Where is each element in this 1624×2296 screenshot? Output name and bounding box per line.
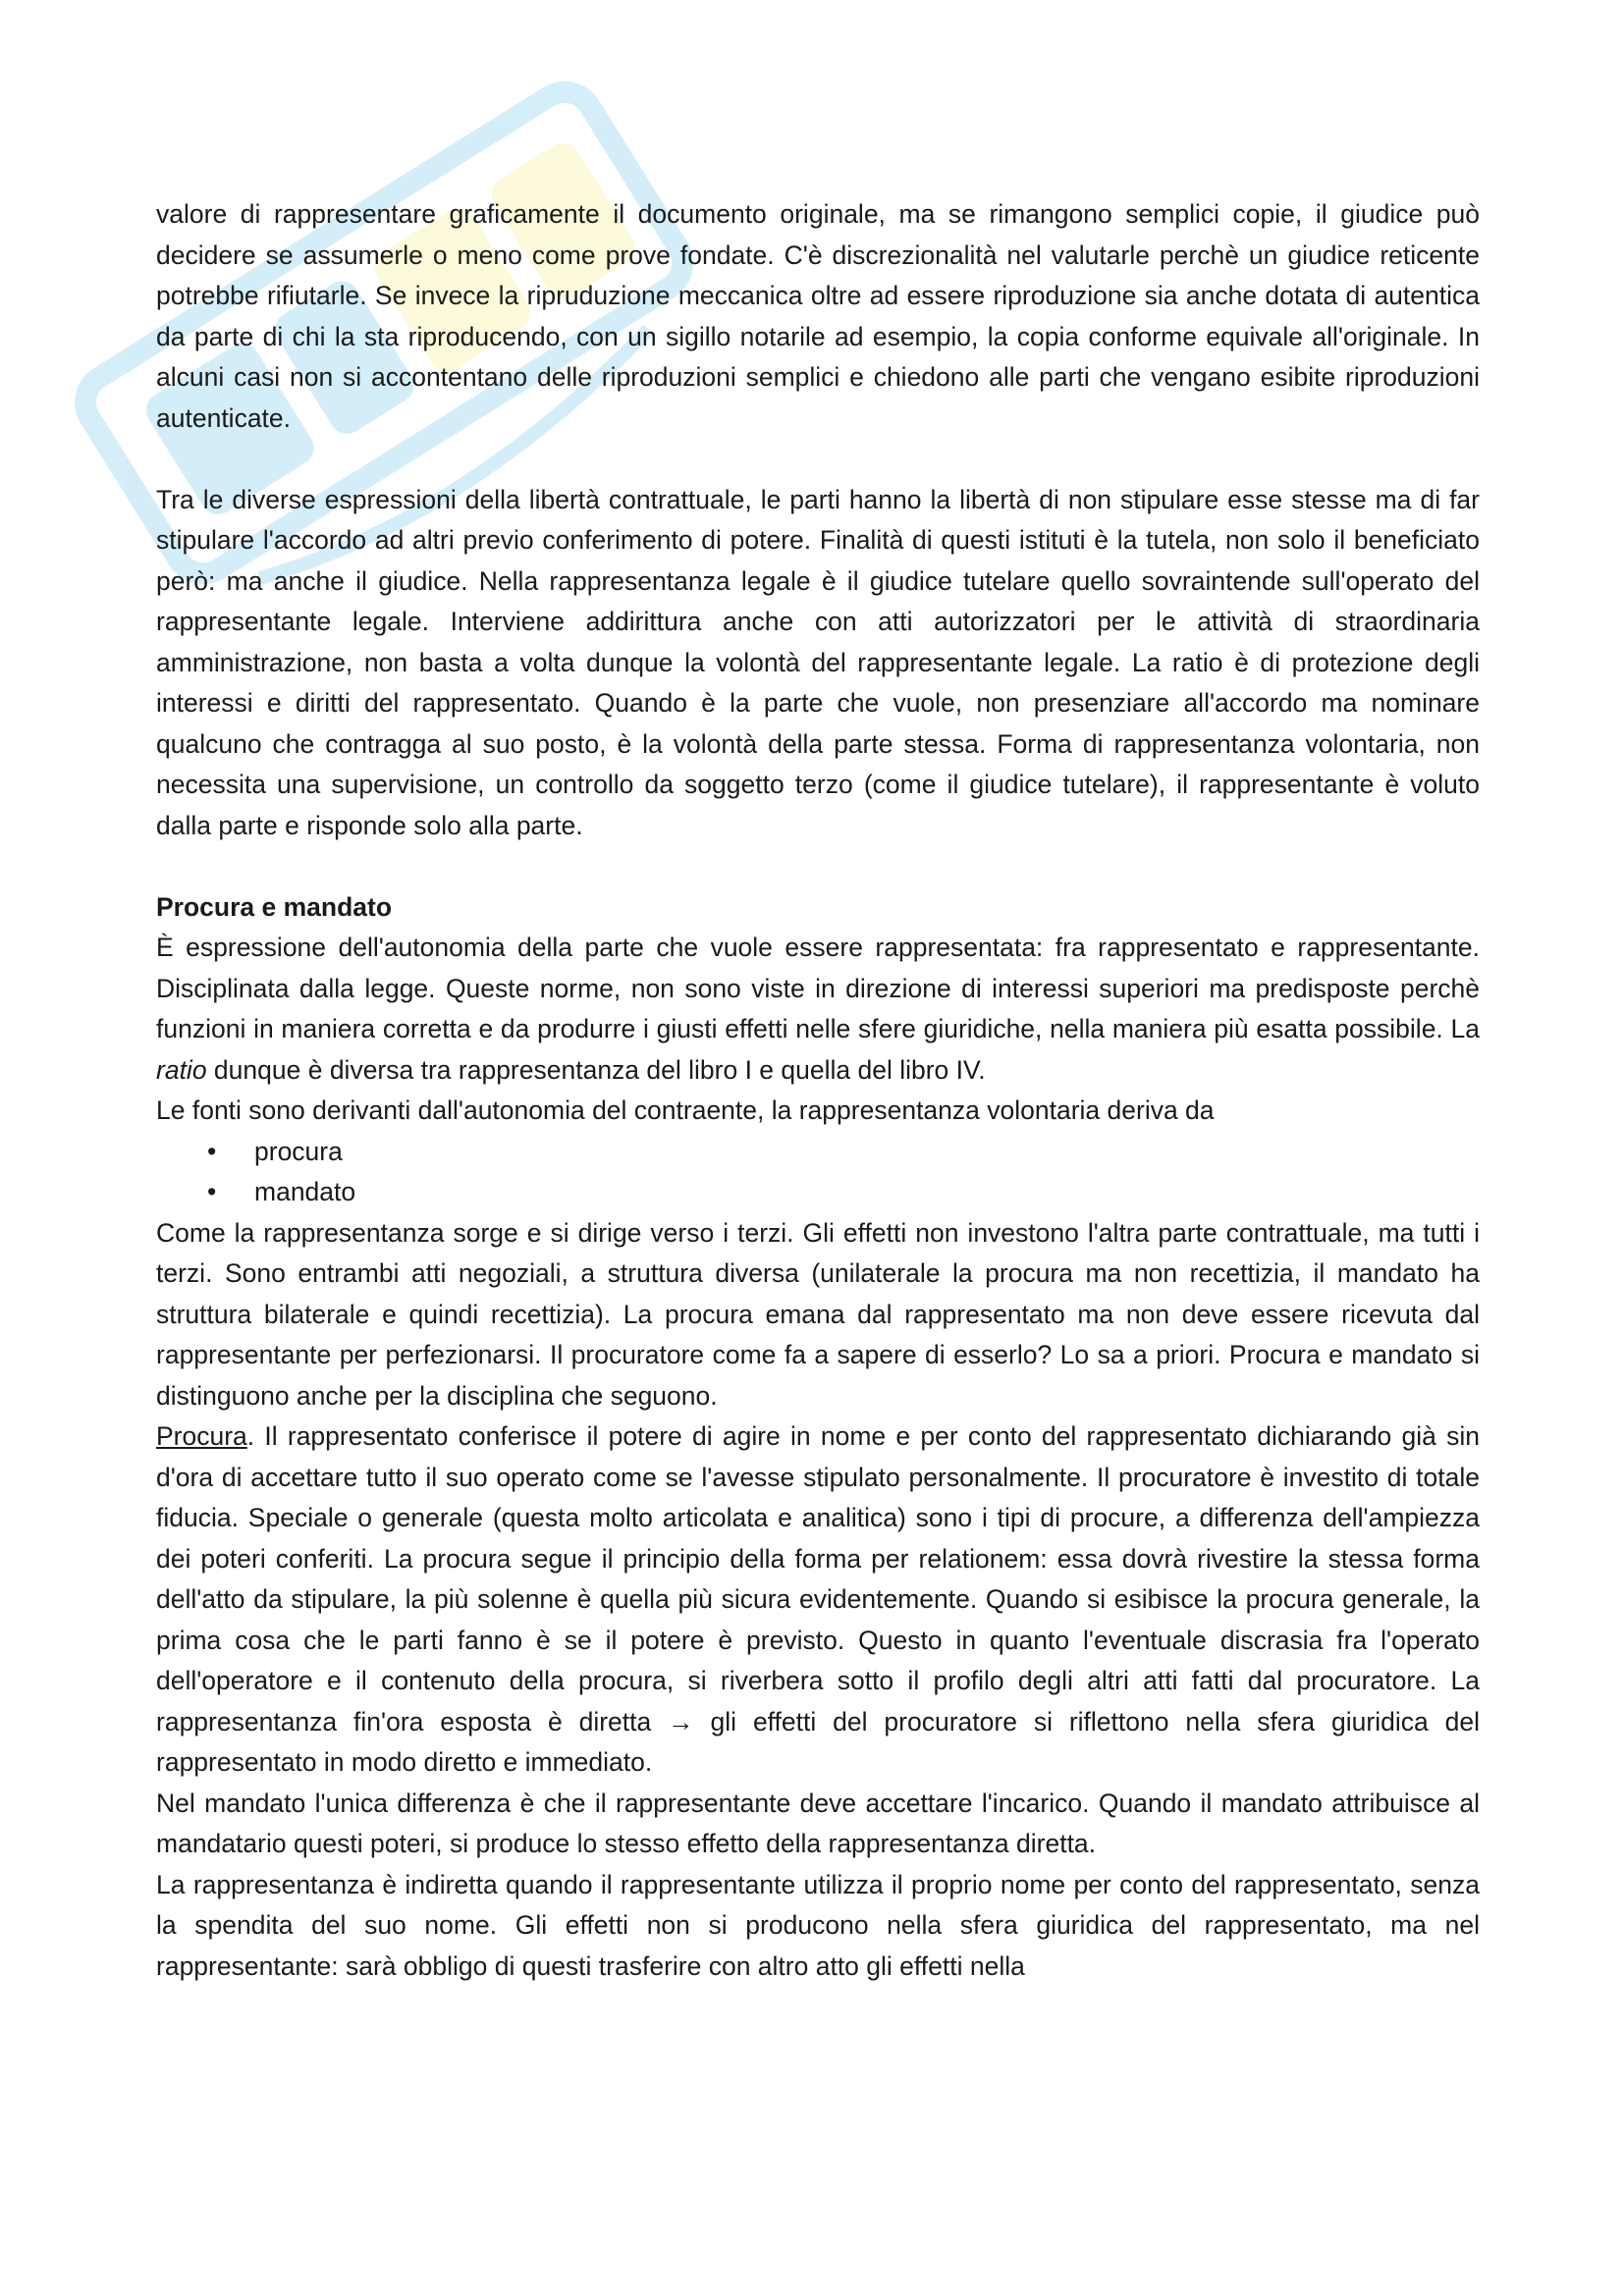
bullet-icon: • — [207, 1136, 217, 1166]
list-item-text: procura — [254, 1136, 343, 1166]
paragraph-3-text-a: È espressione dell'autonomia della parte che vuole essere rappresentata: fra rappresentato e rappresentante. Disciplinata dalla legge. Queste norme, non sono viste in direzione di interessi superiori ma predisposte perchè funzioni in maniera corretta e da produrre i giusti effetti nelle sfere giuridiche, nella maniera più esatta possibile. La — [156, 933, 1480, 1043]
paragraph-gap — [156, 439, 1480, 480]
document-body — [156, 194, 1480, 1987]
list-item — [156, 1172, 1480, 1213]
paragraph-6 — [156, 1416, 1480, 1784]
paragraph-6-text: . Il rappresentato conferisce il potere di agire in nome e per conto del rappresentato dichiarando già sin d'ora di accettare tutto il suo operato come se l'avesse stipulato personalmente. Il procuratore è investito di totale fiducia. Speciale o generale (questa molto articolata e analitica) sono i tipi di procure, a differenza dell'ampiezza dei poteri conferiti. La procura segue il principio della forma per relationem: essa dovrà rivestire la stessa forma dell'atto da stipulare, la più solenne è quella più sicura evidentemente. Quando si esibisce la procura generale, la prima cosa che le parti fanno è se il potere è previsto. Questo in quanto l'eventuale discrasia fra l'operato dell'operatore e il contenuto della procura, si riverbera sotto il profilo degli altri atti fatti dal procuratore. La rappresentanza fin'ora esposta è diretta → gli effetti del procuratore si riflettono nella sfera giuridica del rappresentato in modo diretto e immediato. — [156, 1421, 1480, 1777]
paragraph-4: Le fonti sono derivanti dall'autonomia del contraente, la rappresentanza volontaria deriva da — [156, 1095, 1215, 1125]
paragraph-1: valore di rappresentare graficamente il documento originale, ma se rimangono semplici copie, il giudice può decidere se assumerle o meno come prove fondate. C'è discrezionalità nel valutarle perchè un giudice reticente potrebbe rifiutarle. Se invece la ripruduzione meccanica oltre ad essere riproduzione sia anche dotata di autentica da parte di chi la sta riproducendo, con un sigillo notarile ad esempio, la copia conforme equivale all'originale. In alcuni casi non si accontentano delle riproduzioni semplici e chiedono alle parti che vengano esibite riproduzioni autenticate. — [156, 199, 1480, 433]
paragraph-2: Tra le diverse espressioni della libertà contrattuale, le parti hanno la libertà di non stipulare esse stesse ma di far stipulare l'accordo ad altri previo conferimento di potere. Finalità di questi istituti è la tutela, non solo il beneficiato però: ma anche il giudice. Nella rappresentanza legale è il giudice tutelare quello sovraintende sull'operato del rappresentante legale. Interviene addirittura anche con atti autorizzatori per le attività di straordinaria amministrazione, non basta a volta dunque la volontà del rappresentante legale. La ratio è di protezione degli interessi e diritti del rappresentato. Quando è la parte che vuole, non presenziare all'accordo ma nominare qualcuno che contragga al suo posto, è la volontà della parte stessa. Forma di rappresentanza volontaria, non necessita una supervisione, un controllo da soggetto terzo (come il giudice tutelare), il rappresentante è voluto dalla parte e risponde solo alla parte. — [156, 484, 1480, 840]
paragraph-5: Come la rappresentanza sorge e si dirige verso i terzi. Gli effetti non investono l'altra parte contrattuale, ma tutti i terzi. Sono entrambi atti negoziali, a struttura diversa (unilaterale la procura ma non recettizia, il mandato ha struttura bilaterale e quindi recettizia). La procura emana dal rappresentato ma non deve essere ricevuta dal rappresentante per perfezionarsi. Il procuratore come fa a sapere di esserlo? Lo sa a priori. Procura e mandato si distinguono anche per la disciplina che seguono. — [156, 1217, 1480, 1411]
list-item — [156, 1132, 1480, 1173]
ratio-italic: ratio — [156, 1054, 207, 1085]
section-heading: Procura e mandato — [156, 891, 393, 922]
paragraph-gap — [156, 846, 1480, 887]
bullet-list — [156, 1132, 1480, 1213]
procura-label: Procura — [156, 1421, 247, 1451]
paragraph-7: Nel mandato l'unica differenza è che il rappresentante deve accettare l'incarico. Quando il mandato attribuisce al mandatario questi poteri, si produce lo stesso effetto della rappresentanza diretta. — [156, 1788, 1480, 1858]
paragraph-8: La rappresentanza è indiretta quando il rappresentante utilizza il proprio nome per conto del rappresentato, senza la spendita del suo nome. Gli effetti non si producono nella sfera giuridica del rappresentato, ma nel rappresentante: sarà obbligo di questi trasferire con altro atto gli effetti nella — [156, 1869, 1480, 1981]
bullet-icon: • — [207, 1177, 217, 1206]
list-item-text: mandato — [254, 1177, 356, 1206]
paragraph-3 — [156, 928, 1480, 1091]
paragraph-3-text-b: dunque è diversa tra rappresentanza del libro I e quella del libro IV. — [206, 1054, 986, 1085]
